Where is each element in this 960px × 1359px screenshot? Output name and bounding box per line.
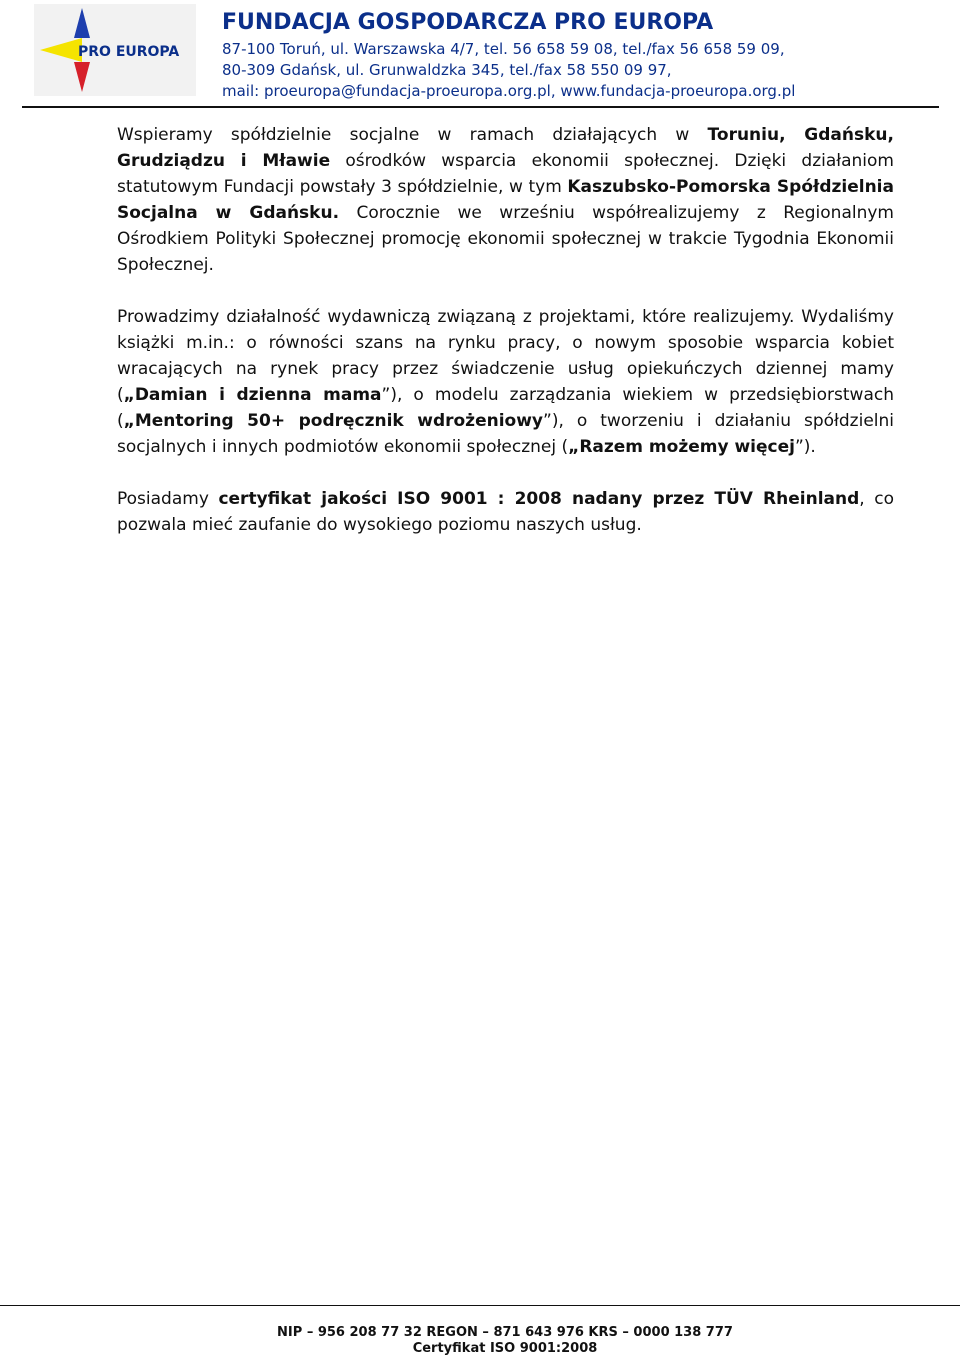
text: ”). xyxy=(794,437,816,457)
paragraph-publishing xyxy=(117,304,894,460)
footer-divider xyxy=(0,1305,960,1306)
contact-torun: 87-100 Toruń, ul. Warszawska 4/7, tel. 56 658 59 08, tel./fax 56 658 59 09, xyxy=(222,40,785,58)
logo-text: PRO EUROPA xyxy=(78,44,180,60)
bold-text: certyfikat jakości ISO 9001 : 2008 nadany przez TÜV Rheinland xyxy=(218,489,860,509)
bold-text: „Mentoring 50+ podręcznik wdrożeniowy xyxy=(123,411,544,431)
bold-text: „Damian i dzienna mama xyxy=(123,385,382,405)
text: ”), o modelu zarządzania wiekiem w przedsiębiorstwach ( xyxy=(117,385,894,431)
text: Prowadzimy działalność wydawniczą związaną z projektami, które realizujemy. Wydaliśmy książki m.in.: o równości szans na rynku pracy, o nowym sposobie wsparcia kobiet wracających na rynek pracy przez świadczenie usług opiekuńczych dziennej mamy ( xyxy=(117,307,894,405)
letterhead xyxy=(0,0,960,112)
organization-name: FUNDACJA GOSPODARCZA PRO EUROPA xyxy=(222,10,714,35)
text: ”), o tworzeniu i działaniu spółdzielni socjalnych i innych podmiotów ekonomii społecznej ( xyxy=(117,411,894,457)
contact-gdansk: 80-309 Gdańsk, ul. Grunwaldzka 345, tel./fax 58 550 09 97, xyxy=(222,61,672,79)
bold-text: „Razem możemy więcej xyxy=(568,437,795,457)
text: , co pozwala mieć zaufanie do wysokiego poziomu naszych usług. xyxy=(117,489,895,535)
text: ośrodków wsparcia ekonomii społecznej. Dzięki działaniom statutowym Fundacji powstały 3 spółdzielnie, w tym xyxy=(117,151,894,197)
footer-registration: NIP – 956 208 77 32 REGON – 871 643 976 KRS – 0000 138 777 xyxy=(277,1325,733,1340)
pro-europa-logo xyxy=(34,4,196,96)
text: Corocznie we wrześniu współrealizujemy z Regionalnym Ośrodkiem Polityki Społecznej promocję ekonomii społecznej w trakcie Tygodnia Ekonomii Społecznej. xyxy=(117,203,894,275)
bold-text: Toruniu, Gdańsku, Grudziądzu i Mławie xyxy=(117,125,894,171)
text: Wspieramy spółdzielnie socjalne w ramach działających w xyxy=(117,125,708,145)
text: Posiadamy xyxy=(117,489,219,509)
bold-text: Kaszubsko-Pomorska Spółdzielnia Socjalna w Gdańsku. xyxy=(117,177,894,223)
contact-email-web: mail: proeuropa@fundacja-proeuropa.org.pl, www.fundacja-proeuropa.org.pl xyxy=(222,82,796,100)
header-divider xyxy=(22,106,939,108)
paragraph-support xyxy=(117,122,894,278)
footer-certificate: Certyfikat ISO 9001:2008 xyxy=(412,1341,598,1356)
document-body xyxy=(117,122,894,564)
paragraph-certificate xyxy=(117,486,894,538)
